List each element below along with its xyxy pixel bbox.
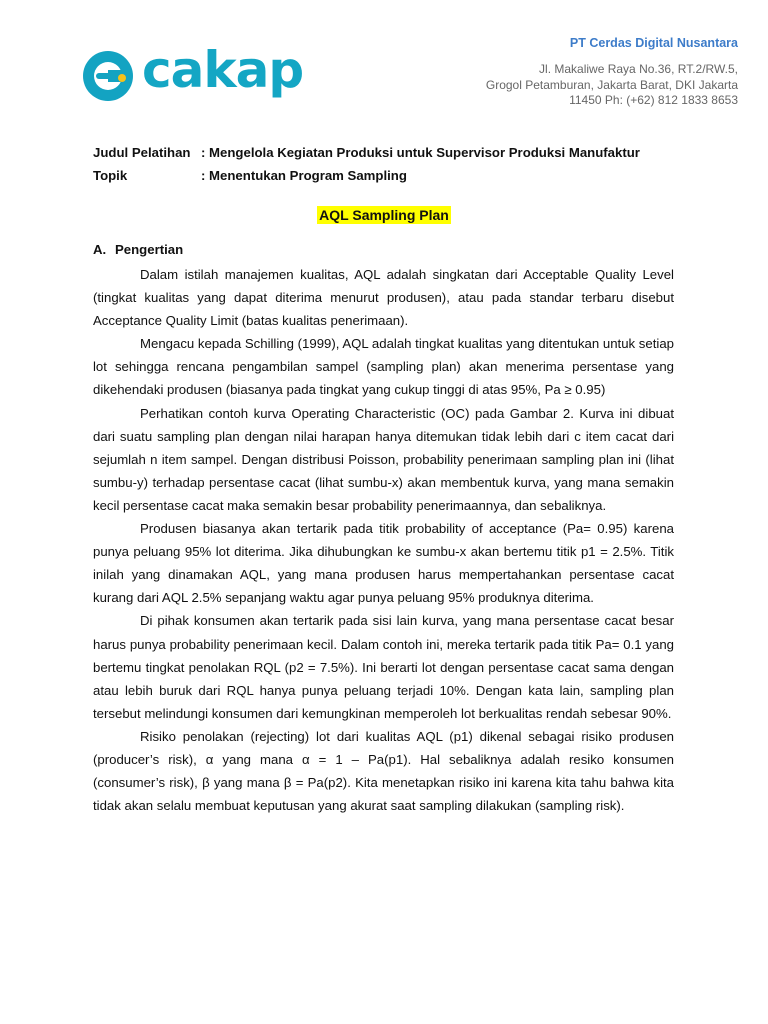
paragraph-4: Produsen biasanya akan tertarik pada titik probability of acceptance (Pa= 0.95) karena punya peluang 95% lot diterima. Jika dihubungkan ke sumbu-x akan bertemu titik p1 = 2.5%. Titik inilah yang dinamakan AQL, yang mana produsen harus mempertahankan persentase cacat kurang dari AQL 2.5% sepanjang waktu agar punya peluang 95% produknya diterima. [93, 521, 674, 606]
company-info [486, 36, 738, 109]
cakap-logo-icon [82, 50, 134, 102]
address-line-2: Grogol Petamburan, Jakarta Barat, DKI Jakarta [485, 77, 738, 92]
paragraph-2: Mengacu kepada Schilling (1999), AQL adalah tingkat kualitas yang ditentukan untuk setiap lot sehingga rencana pengambilan sampel (sampling plan) akan menerima persentase yang dikehendaki produsen (biasanya pada tingkat yang cukup tinggi di atas 95%, Pa ≥ 0.95) [93, 336, 674, 398]
judul-value: : Mengelola Kegiatan Produksi untuk Supervisor Produksi Manufaktur [201, 145, 640, 160]
paragraph-3: Perhatikan contoh kurva Operating Characteristic (OC) pada Gambar 2. Kurva ini dibuat dari suatu sampling plan dengan nilai harapan hanya ditemukan tidak lebih dari c item cacat dari sejumlah n item sampel. Dengan distribusi Poisson, probability penerimaan sampling plan ini (lihat sumbu-y) terhadap persentase cacat (lihat sumbu-x) akan membentuk kurva, yang mana semakin kecil persentase cacat maka semakin besar probability penerimaannya, dan sebaliknya. [93, 405, 674, 513]
body-text [93, 263, 674, 817]
paragraph-6: Risiko penolakan (rejecting) lot dari kualitas AQL (p1) dikenal sebagai risiko produsen (producer’s risk), α yang mana α = 1 – Pa(p1). Hal sebaliknya adalah resiko konsumen (consumer’s risk), β yang mana β = Pa(p2). Kita menetapkan risiko ini karena kita tahu bahwa kita tidak akan selalu membuat keputusan yang akurat saat sampling dilakukan (sampling risk). [93, 728, 674, 814]
training-meta [93, 145, 640, 191]
topik-label: Topik [93, 168, 128, 183]
address-line-1: Jl. Makaliwe Raya No.36, RT.2/RW.5, [539, 62, 738, 76]
logo-wordmark: cakap [142, 41, 304, 99]
address-line-3: 11450 Ph: (+62) 812 1833 8653 [569, 93, 738, 107]
topik-value: : Menentukan Program Sampling [201, 168, 407, 183]
judul-row [93, 145, 640, 168]
cakap-logo [82, 41, 304, 102]
paragraph-5: Di pihak konsumen akan tertarik pada sisi lain kurva, yang mana persentase cacat besar harus punya probability penerimaan kecil. Dalam contoh ini, mereka tertarik pada titik Pa= 0.1 yang bertemu tingkat penolakan RQL (p2 = 7.5%). Ini berarti lot dengan persentase cacat sama dengan atau lebih buruk dari RQL hanya punya peluang terjadi 10%. Dengan kata lain, sampling plan tersebut melindungi konsumen dari kemungkinan memperoleh lot berkualitas rendah sebesar 90%. [93, 613, 674, 721]
section-heading [93, 242, 183, 257]
company-name: PT Cerdas Digital Nusantara [569, 36, 738, 50]
section-letter: A. [93, 242, 107, 257]
paragraph-1: Dalam istilah manajemen kualitas, AQL adalah singkatan dari Acceptable Quality Level (tingkat kualitas yang dapat diterima menurut produsen), atau pada standar terbaru disebut Acceptance Quality Limit (batas kualitas penerimaan). [93, 267, 674, 329]
judul-label: Judul Pelatihan [93, 145, 191, 160]
document-title-text: AQL Sampling Plan [319, 207, 449, 223]
document-title [0, 207, 768, 225]
section-heading-text: Pengertian [115, 242, 184, 257]
topik-row [93, 168, 640, 191]
